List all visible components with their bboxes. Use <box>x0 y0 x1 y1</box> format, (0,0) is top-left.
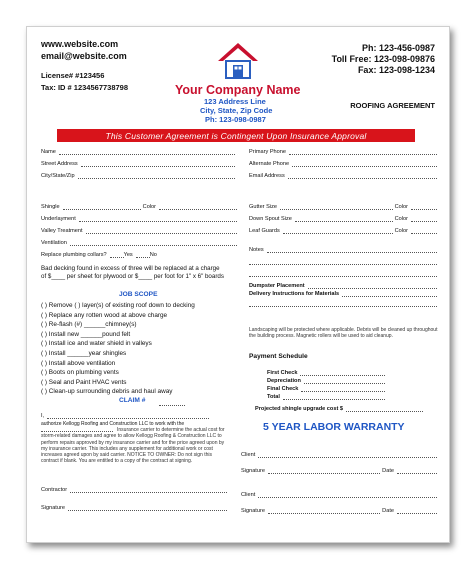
shingle-upgrade-field[interactable] <box>255 406 423 412</box>
claim-title: CLAIM # <box>119 397 146 404</box>
warranty-signature-field-2[interactable] <box>241 508 437 514</box>
website-text: www.website.com <box>41 39 119 49</box>
city-state-zip: City, State, Zip Code <box>200 106 273 115</box>
first-check-field[interactable] <box>267 370 385 376</box>
job-scope-item[interactable]: ( ) Install new ______pound felt <box>41 330 131 338</box>
job-scope-item[interactable]: ( ) Install above ventilation <box>41 359 116 367</box>
notes-field[interactable] <box>249 247 437 253</box>
warranty-client-field-2[interactable] <box>241 492 437 498</box>
insurance-banner: This Customer Agreement is Contingent Upon Insurance Approval <box>57 129 415 142</box>
contractor-field[interactable] <box>41 487 227 493</box>
yes-option[interactable]: Yes <box>123 252 133 258</box>
job-scope-item[interactable]: ( ) Replace any rotten wood at above charge <box>41 311 168 319</box>
contractor-signature-label: Signature <box>41 505 65 511</box>
job-scope-item[interactable]: ( ) Remove ( ) layer(s) of existing roof down to decking <box>41 302 195 309</box>
company-phone: Ph: 123-098-0987 <box>205 115 266 124</box>
alternate-phone-label: Alternate Phone <box>249 161 290 167</box>
warranty-title: 5 YEAR LABOR WARRANTY <box>263 421 405 433</box>
decking-line-2: of $____ per sheet for plywood or $____ per foot for 1" x 6" boards <box>41 273 224 280</box>
depreciation-label: Depreciation <box>267 378 301 384</box>
shingle-upgrade-label: Projected shingle upgrade cost $ <box>255 406 343 412</box>
ventilation-field[interactable] <box>41 240 237 246</box>
signature-label-1: Signature <box>241 468 265 474</box>
delivery-instructions-label: Delivery Instructions for Materials <box>249 291 340 297</box>
underlayment-field[interactable] <box>41 216 237 222</box>
gutter-color-label: Color <box>394 204 408 210</box>
job-scope-item[interactable]: ( ) Seal and Paint HVAC vents <box>41 378 127 386</box>
client-label-2: Client <box>241 492 256 498</box>
date-label-2: Date <box>382 508 394 514</box>
date-label-1: Date <box>382 468 394 474</box>
valley-treatment-field[interactable] <box>41 228 237 234</box>
ventilation-label: Ventilation <box>41 240 67 246</box>
job-scope-item[interactable]: ( ) Clean-up surrounding debris and haul away <box>41 388 173 396</box>
street-address-label: Street Address <box>41 161 78 167</box>
doc-title: ROOFING AGREEMENT <box>350 101 435 110</box>
job-scope-item[interactable]: ( ) Re-flash (#) ______chimney(s) <box>41 321 137 329</box>
gutter-size-field[interactable] <box>249 204 437 210</box>
contractor-signature-field[interactable] <box>41 505 227 511</box>
landscaping-note: Landscaping will be protected where applicable. Debris will be cleaned up throughout the building process. Magnetic rollers will be used to aid cleanup. <box>249 327 438 340</box>
alternate-phone-field[interactable] <box>249 161 437 167</box>
city-state-zip-label: City/State/Zip <box>41 173 75 179</box>
authorize-text: authorize Kellogg Roofing and Construction LLC to work with the <box>41 421 185 427</box>
gutter-size-label: Gutter Size <box>249 204 277 210</box>
toll-free-text: Toll Free: 123-098-09876 <box>331 54 435 64</box>
dumpster-placement-label: Dumpster Placement <box>249 283 305 289</box>
job-scope-item[interactable]: ( ) Boots on plumbing vents <box>41 369 119 377</box>
shingle-color-label: Color <box>142 204 157 210</box>
job-scope-item[interactable]: ( ) Install ______year shingles <box>41 350 127 357</box>
i-label: I, <box>41 413 45 419</box>
payment-schedule-title: Payment Schedule <box>249 353 308 360</box>
i-name-field[interactable] <box>41 413 209 419</box>
total-label: Total <box>267 394 280 400</box>
company-name: Your Company Name <box>175 83 301 97</box>
first-check-label: First Check <box>267 370 298 376</box>
city-state-zip-field[interactable] <box>41 173 235 179</box>
license-text: License# #123456 <box>41 71 105 80</box>
tax-id-text: Tax: ID # 1234567738798 <box>41 83 129 92</box>
no-option[interactable]: No <box>149 252 157 258</box>
address-line: 123 Address Line <box>204 97 266 106</box>
depreciation-field[interactable] <box>267 378 385 384</box>
house-icon <box>216 41 260 81</box>
final-check-label: Final Check <box>267 386 299 392</box>
email-text: email@website.com <box>41 51 127 61</box>
primary-phone-label: Primary Phone <box>249 149 286 155</box>
delivery-instructions-field[interactable] <box>249 291 437 297</box>
email-address-field[interactable] <box>249 173 437 179</box>
signature-label-2: Signature <box>241 508 265 514</box>
shingle-field[interactable] <box>41 204 237 210</box>
down-spout-field[interactable] <box>249 216 437 222</box>
phone-text: Ph: 123-456-0987 <box>361 43 435 53</box>
street-address-field[interactable] <box>41 161 235 167</box>
email-address-label: Email Address <box>249 173 285 179</box>
down-spout-label: Down Spout Size <box>249 216 292 222</box>
fax-text: Fax: 123-098-1234 <box>357 65 435 75</box>
job-scope-item[interactable]: ( ) Install ice and water shield in valleys <box>41 340 152 348</box>
total-field[interactable] <box>267 394 385 400</box>
client-label-1: Client <box>241 452 256 458</box>
final-check-field[interactable] <box>267 386 385 392</box>
dumpster-placement-field[interactable] <box>249 283 437 289</box>
leaf-guards-label: Leaf Guards <box>249 228 280 234</box>
leaf-guards-field[interactable] <box>249 228 437 234</box>
shingle-label: Shingle <box>41 204 60 210</box>
name-label: Name <box>41 149 56 155</box>
plumbing-collars-label: Replace plumbing collars? <box>41 252 107 258</box>
valley-treatment-label: Valley Treatment <box>41 228 83 234</box>
warranty-signature-field-1[interactable] <box>241 468 437 474</box>
contractor-label: Contractor <box>41 487 68 493</box>
plumbing-collars-field[interactable] <box>41 252 211 258</box>
roofing-agreement-form <box>26 26 450 543</box>
underlayment-label: Underlayment <box>41 216 76 222</box>
warranty-client-field-1[interactable] <box>241 452 437 458</box>
primary-phone-field[interactable] <box>249 149 437 155</box>
decking-line-1: Bad decking found in excess of three will be replaced at a charge <box>41 265 220 272</box>
down-spout-color-label: Color <box>394 216 408 222</box>
authorization-paragraph: Insurance carrier to determine the actual cost for storm-related damages and agree to allow Kellogg Roofing & Construction LLC to perform repairs approved by my insurance carrier and for the price agreed upon by my insurance carrier. This includes any supplement for additional work or cost increases agreed upon by said carrier. NOTICE TO OWNER: Do not sign this contract if blank. You are entitled to a copy of the contract at signing. <box>41 427 225 465</box>
job-scope-title: JOB SCOPE <box>119 291 158 298</box>
notes-label: Notes <box>249 247 264 253</box>
name-field[interactable] <box>41 149 235 155</box>
leaf-guards-color-label: Color <box>394 228 408 234</box>
